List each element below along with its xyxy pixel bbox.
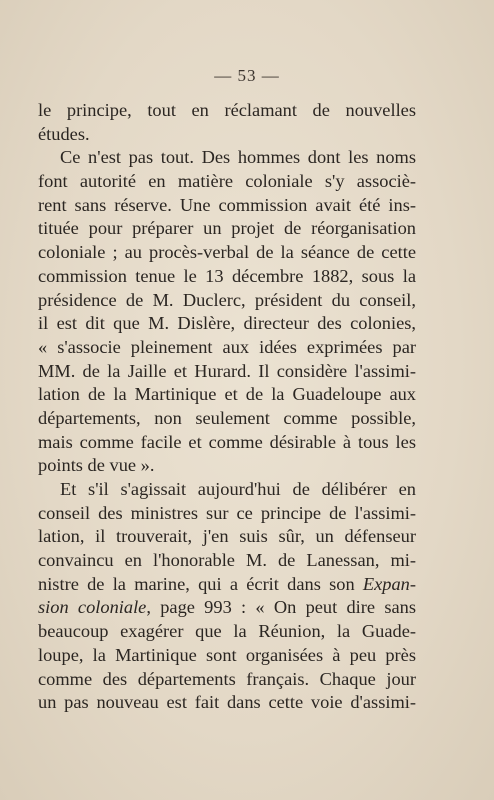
text-line: coloniale ; au procès-verbal de la séance de cette <box>38 242 416 263</box>
text-line: un pas nouveau est fait dans cette voie d'assimi- <box>38 692 416 713</box>
text-line: le principe, tout en réclamant de nouvelles <box>38 100 416 120</box>
text-line: MM. de la Jaille et Hurard. Il considère l'assimi- <box>38 360 416 381</box>
body-text <box>38 99 416 715</box>
text-line: conseil des ministres sur ce principe de l'assimi- <box>38 502 416 523</box>
text-line: il est dit que M. Dislère, directeur des colonies, <box>38 313 416 334</box>
text-line: points de vue ». <box>38 455 155 476</box>
text-line: lation, il trouverait, j'en suis sûr, un défenseur <box>38 526 416 547</box>
text-line: présidence de M. Duclerc, président du conseil, <box>38 289 416 310</box>
text-line: départements, non seulement comme possible, <box>38 407 416 428</box>
text-line <box>38 596 416 620</box>
book-title-italic: Expan- <box>362 573 416 594</box>
text-line: lation de la Martinique et de la Guadeloupe aux <box>38 384 416 405</box>
text-line: mais comme facile et comme désirable à tous les <box>38 431 416 452</box>
text-line: convaincu en l'honorable M. de Lanessan, mi- <box>38 550 416 571</box>
text-line: Ce n'est pas tout. Des hommes dont les noms <box>60 147 416 168</box>
text-line: Et s'il s'agissait aujourd'hui de délibérer en <box>60 479 416 499</box>
text-line: tituée pour préparer un projet de réorganisation <box>38 218 416 239</box>
text-line: font autorité en matière coloniale s'y associè- <box>38 171 416 192</box>
book-title-italic: sion coloniale <box>38 597 147 618</box>
text-line <box>38 573 416 597</box>
text-line-plain: , page 993 : « On peut dire sans <box>146 597 416 618</box>
text-line: rent sans réserve. Une commission avait été ins- <box>38 194 416 215</box>
text-line: loupe, la Martinique sont organisées à peu près <box>38 644 416 665</box>
text-line: beaucoup exagérer que la Réunion, la Guade- <box>38 621 416 642</box>
text-line: comme des départements français. Chaque jour <box>38 668 416 689</box>
text-line: commission tenue le 13 décembre 1882, sous la <box>38 265 416 286</box>
text-line: « s'associe pleinement aux idées exprimées par <box>38 336 416 357</box>
text-line-plain: nistre de la marine, qui a écrit dans son <box>38 573 363 594</box>
text-line: études. <box>38 123 90 144</box>
page-number: — 53 — <box>214 66 280 85</box>
